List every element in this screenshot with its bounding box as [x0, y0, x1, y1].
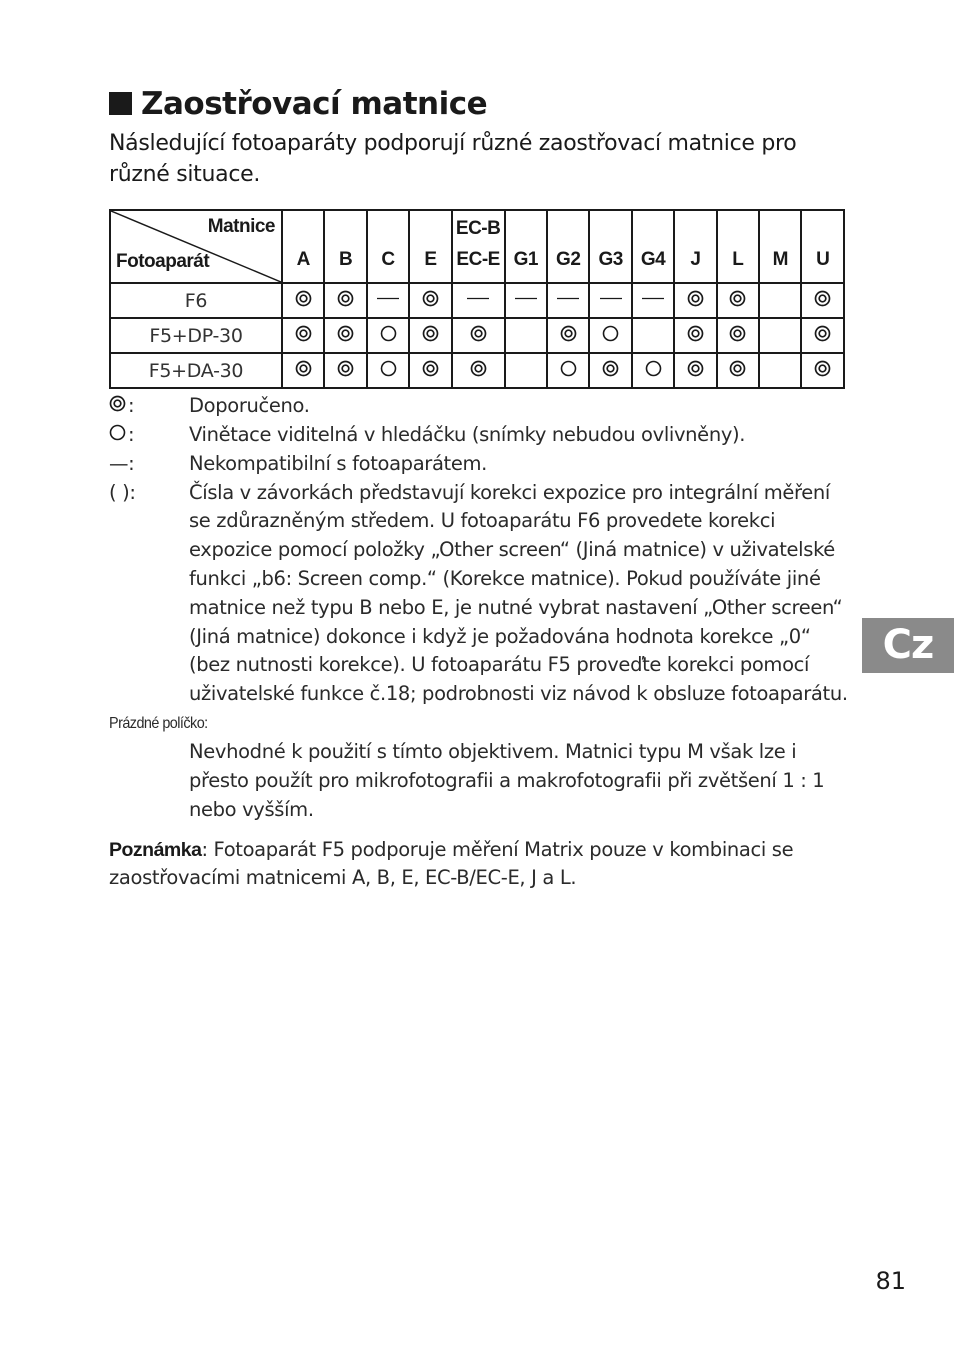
compat-cell — [324, 283, 366, 318]
compat-cell — [717, 353, 759, 388]
note-label: Poznámka — [109, 839, 202, 861]
compat-cell — [409, 353, 451, 388]
compat-cell — [452, 353, 505, 388]
double-circle-icon — [422, 360, 439, 381]
double-circle-icon — [295, 360, 312, 381]
compat-cell — [801, 283, 844, 318]
compat-cell — [282, 283, 324, 318]
circle-icon — [380, 325, 397, 346]
col-header-j: J — [674, 210, 716, 283]
legend-row-recommended — [109, 392, 854, 421]
camera-name-cell: F5+DA-30 — [110, 353, 282, 388]
legend-row-incompatible — [109, 450, 854, 479]
double-circle-icon — [814, 325, 831, 346]
compat-cell — [367, 283, 409, 318]
legend-row-parentheses — [109, 479, 854, 709]
compat-cell — [547, 353, 589, 388]
legend-key-recommended: : — [128, 394, 135, 417]
camera-name-cell: F5+DP-30 — [110, 318, 282, 353]
compat-cell — [717, 318, 759, 353]
legend-key-incompatible: —: — [109, 451, 135, 475]
double-circle-icon — [814, 290, 831, 311]
circle-icon — [645, 360, 662, 381]
circle-icon — [380, 360, 397, 381]
table-row — [110, 318, 844, 353]
compat-cell — [452, 318, 505, 353]
dash-icon — [641, 290, 665, 311]
double-circle-icon — [602, 360, 619, 381]
table-row — [110, 353, 844, 388]
compat-cell — [409, 318, 451, 353]
intro-paragraph: Následující fotoaparáty podporují různé zaostřovací matnice pro různé situace. — [109, 131, 797, 187]
compat-cell — [674, 353, 716, 388]
focusing-screen-table — [109, 209, 845, 389]
double-circle-icon — [422, 290, 439, 311]
circle-icon — [602, 325, 619, 346]
compat-cell — [505, 318, 547, 353]
compat-cell — [589, 283, 631, 318]
col-header-ece: EC-E — [456, 249, 500, 270]
double-circle-icon — [337, 360, 354, 381]
dash-icon — [599, 290, 623, 311]
double-circle-icon — [729, 290, 746, 311]
compat-cell — [801, 318, 844, 353]
square-bullet-icon — [109, 92, 132, 115]
col-header-ecb: EC-B — [455, 218, 501, 239]
compat-cell — [632, 283, 674, 318]
compat-cell — [589, 318, 631, 353]
col-header-a: A — [282, 210, 324, 283]
note-text: : Fotoaparát F5 podporuje měření Matrix pouze v kombinaci se zaostřovacími matnicemi A, B, E, EC-B/EC-E, J a L. — [109, 838, 794, 889]
legend-text-recommended: Doporučeno. — [189, 394, 310, 417]
col-header-g4: G4 — [632, 210, 674, 283]
dash-icon — [376, 290, 400, 311]
compat-cell — [589, 353, 631, 388]
compat-cell — [452, 283, 505, 318]
legend — [109, 392, 854, 824]
circle-icon — [109, 421, 126, 450]
double-circle-icon — [729, 325, 746, 346]
compat-cell — [282, 353, 324, 388]
double-circle-icon — [560, 325, 577, 346]
table-body — [110, 283, 844, 388]
compat-cell — [324, 353, 366, 388]
double-circle-icon — [422, 325, 439, 346]
double-circle-icon — [470, 360, 487, 381]
dash-icon — [556, 290, 580, 311]
col-header-e: E — [409, 210, 451, 283]
legend-key-vignette: : — [128, 422, 135, 446]
double-circle-icon — [687, 290, 704, 311]
compat-cell — [282, 318, 324, 353]
page-number: 81 — [875, 1267, 906, 1295]
compat-cell — [324, 318, 366, 353]
dash-icon — [514, 290, 538, 311]
col-header-c: C — [367, 210, 409, 283]
col-header-m: M — [759, 210, 801, 283]
compat-cell — [409, 283, 451, 318]
circle-icon — [560, 360, 577, 381]
col-header-l: L — [717, 210, 759, 283]
double-circle-icon — [687, 360, 704, 381]
table-row — [110, 283, 844, 318]
compat-cell — [632, 353, 674, 388]
language-tab: Cz — [862, 618, 954, 673]
compat-cell — [505, 353, 547, 388]
legend-text-vignette: Vinětace viditelná v hledáčku (snímky nebudou ovlivněny). — [189, 422, 746, 446]
col-header-g2: G2 — [547, 210, 589, 283]
double-circle-icon — [687, 325, 704, 346]
compat-cell — [632, 318, 674, 353]
legend-key-empty-cell: Prázdné políčko: — [109, 714, 208, 732]
double-circle-icon — [470, 325, 487, 346]
col-header-u: U — [801, 210, 844, 283]
table-corner-header — [110, 210, 282, 283]
header-matnice-label: Matnice — [207, 216, 275, 237]
camera-name-cell: F6 — [110, 283, 282, 318]
double-circle-icon — [337, 290, 354, 311]
page-heading — [109, 84, 487, 124]
compat-cell — [759, 283, 801, 318]
compat-cell — [759, 353, 801, 388]
double-circle-icon — [337, 325, 354, 346]
compat-cell — [505, 283, 547, 318]
note-paragraph — [109, 836, 849, 892]
compat-cell — [547, 283, 589, 318]
col-header-ecb-ece — [452, 210, 505, 283]
compat-cell — [717, 283, 759, 318]
double-circle-icon — [295, 290, 312, 311]
dash-icon — [466, 290, 490, 311]
legend-key-parentheses: ( ): — [109, 480, 136, 504]
heading-text: Zaostřovací matnice — [141, 86, 488, 122]
header-fotoaparat-label: Fotoaparát — [116, 251, 210, 272]
col-header-b: B — [324, 210, 366, 283]
compat-cell — [759, 318, 801, 353]
compat-cell — [674, 283, 716, 318]
double-circle-icon — [814, 360, 831, 381]
col-header-g1: G1 — [505, 210, 547, 283]
compat-cell — [674, 318, 716, 353]
double-circle-icon — [729, 360, 746, 381]
legend-text-empty-cell: Nevhodné k použití s tímto objektivem. Matnici typu M však lze i přesto použít pro mikrofotografii a makrofotografii při zvětšení 1 : 1 nebo vyšším. — [189, 739, 825, 821]
col-header-g3: G3 — [589, 210, 631, 283]
legend-text-parentheses: Čísla v závorkách představují korekci expozice pro integrální měření se zdůrazněným středem. U fotoaparátu F6 provedete korekci expozice pomocí položky „Other screen“ (Jiná matnice) v uživatelské funkci „b6: Screen comp.“ (Korekce matnice). Pokud používáte jiné matnice než typu B nebo E, je nutné vybrat nastavení „Other screen“ (Jiná matnice) dokonce i když je požadována hodnota korekce „0“ (bez nutnosti korekce). U fotoaparátu F5 proveďte korekci pomocí uživatelské funkce č.18; podrobnosti viz návod k obsluze fotoaparátu. — [189, 480, 848, 706]
legend-row-vignette — [109, 421, 854, 450]
compat-cell — [547, 318, 589, 353]
compat-cell — [367, 353, 409, 388]
double-circle-icon — [109, 392, 126, 421]
compat-cell — [367, 318, 409, 353]
compat-cell — [801, 353, 844, 388]
legend-text-incompatible: Nekompatibilní s fotoaparátem. — [189, 451, 487, 475]
double-circle-icon — [295, 325, 312, 346]
